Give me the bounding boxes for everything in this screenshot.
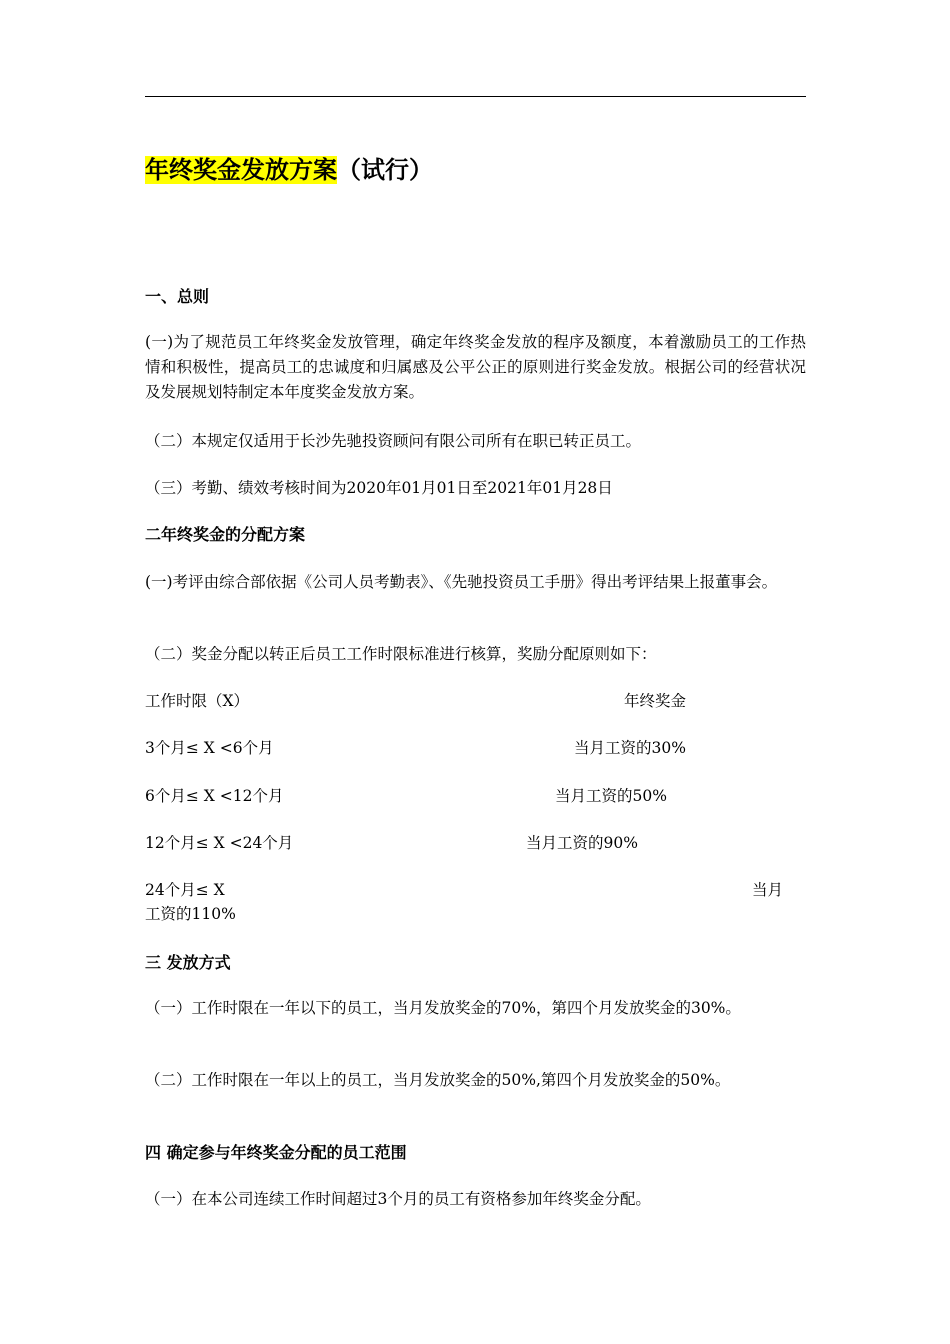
table-row-bonus: 当月工资的30% [574, 739, 686, 757]
section-2-heading: 二年终奖金的分配方案 [145, 525, 306, 544]
table-header-bonus: 年终奖金 [624, 692, 687, 710]
title-highlighted: 年终奖金发放方案 [145, 156, 337, 184]
document-title [145, 152, 433, 188]
table-row-range: 3个月≤ X <6个月 [145, 739, 274, 757]
header-rule [145, 96, 806, 97]
section-4-heading: 四 确定参与年终奖金分配的员工范围 [145, 1143, 407, 1162]
section-3-paragraph-2: （二）工作时限在一年以上的员工，当月发放奖金的50%,第四个月发放奖金的50%。 [145, 1071, 731, 1089]
section-2-paragraph-2: （二）奖金分配以转正后员工工作时限标准进行核算，奖励分配原则如下： [145, 645, 657, 663]
table-row-bonus: 当月工资的50% [555, 787, 667, 805]
section-1-paragraph-2: （二）本规定仅适用于长沙先驰投资顾问有限公司所有在职已转正员工。 [145, 432, 642, 450]
section-4-paragraph-1: （一）在本公司连续工作时间超过3个月的员工有资格参加年终奖金分配。 [145, 1190, 651, 1208]
section-1-paragraph-1: (一)为了规范员工年终奖金发放管理，确定年终奖金发放的程序及额度，本着激励员工的工作热情和积极性，提高员工的忠诚度和归属感及公平公正的原则进行奖金发放。根据公司的经营状况及发展规划特制定本年度奖金发放方案。 [145, 333, 806, 401]
table-row-range: 24个月≤ X [145, 881, 225, 899]
section-1-paragraph-3: （三）考勤、绩效考核时间为2020年01月01日至2021年01月28日 [145, 479, 613, 497]
table-row-bonus: 当月 [752, 881, 784, 899]
section-1-heading: 一、总则 [145, 287, 210, 306]
section-2-paragraph-1: (一)考评由综合部依据《公司人员考勤表》、《先驰投资员工手册》得出考评结果上报董事会。 [145, 573, 778, 591]
table-row-range: 6个月≤ X <12个月 [145, 787, 284, 805]
title-suffix: （试行） [337, 156, 433, 184]
table-row-range: 12个月≤ X <24个月 [145, 834, 294, 852]
section-3-heading: 三 发放方式 [145, 953, 231, 972]
table-row-bonus: 当月工资的90% [526, 834, 638, 852]
table-header-range: 工作时限（X） [145, 692, 250, 710]
table-row-bonus-continued: 工资的110% [145, 905, 236, 923]
section-3-paragraph-1: （一）工作时限在一年以下的员工，当月发放奖金的70%，第四个月发放奖金的30%。 [145, 999, 741, 1017]
